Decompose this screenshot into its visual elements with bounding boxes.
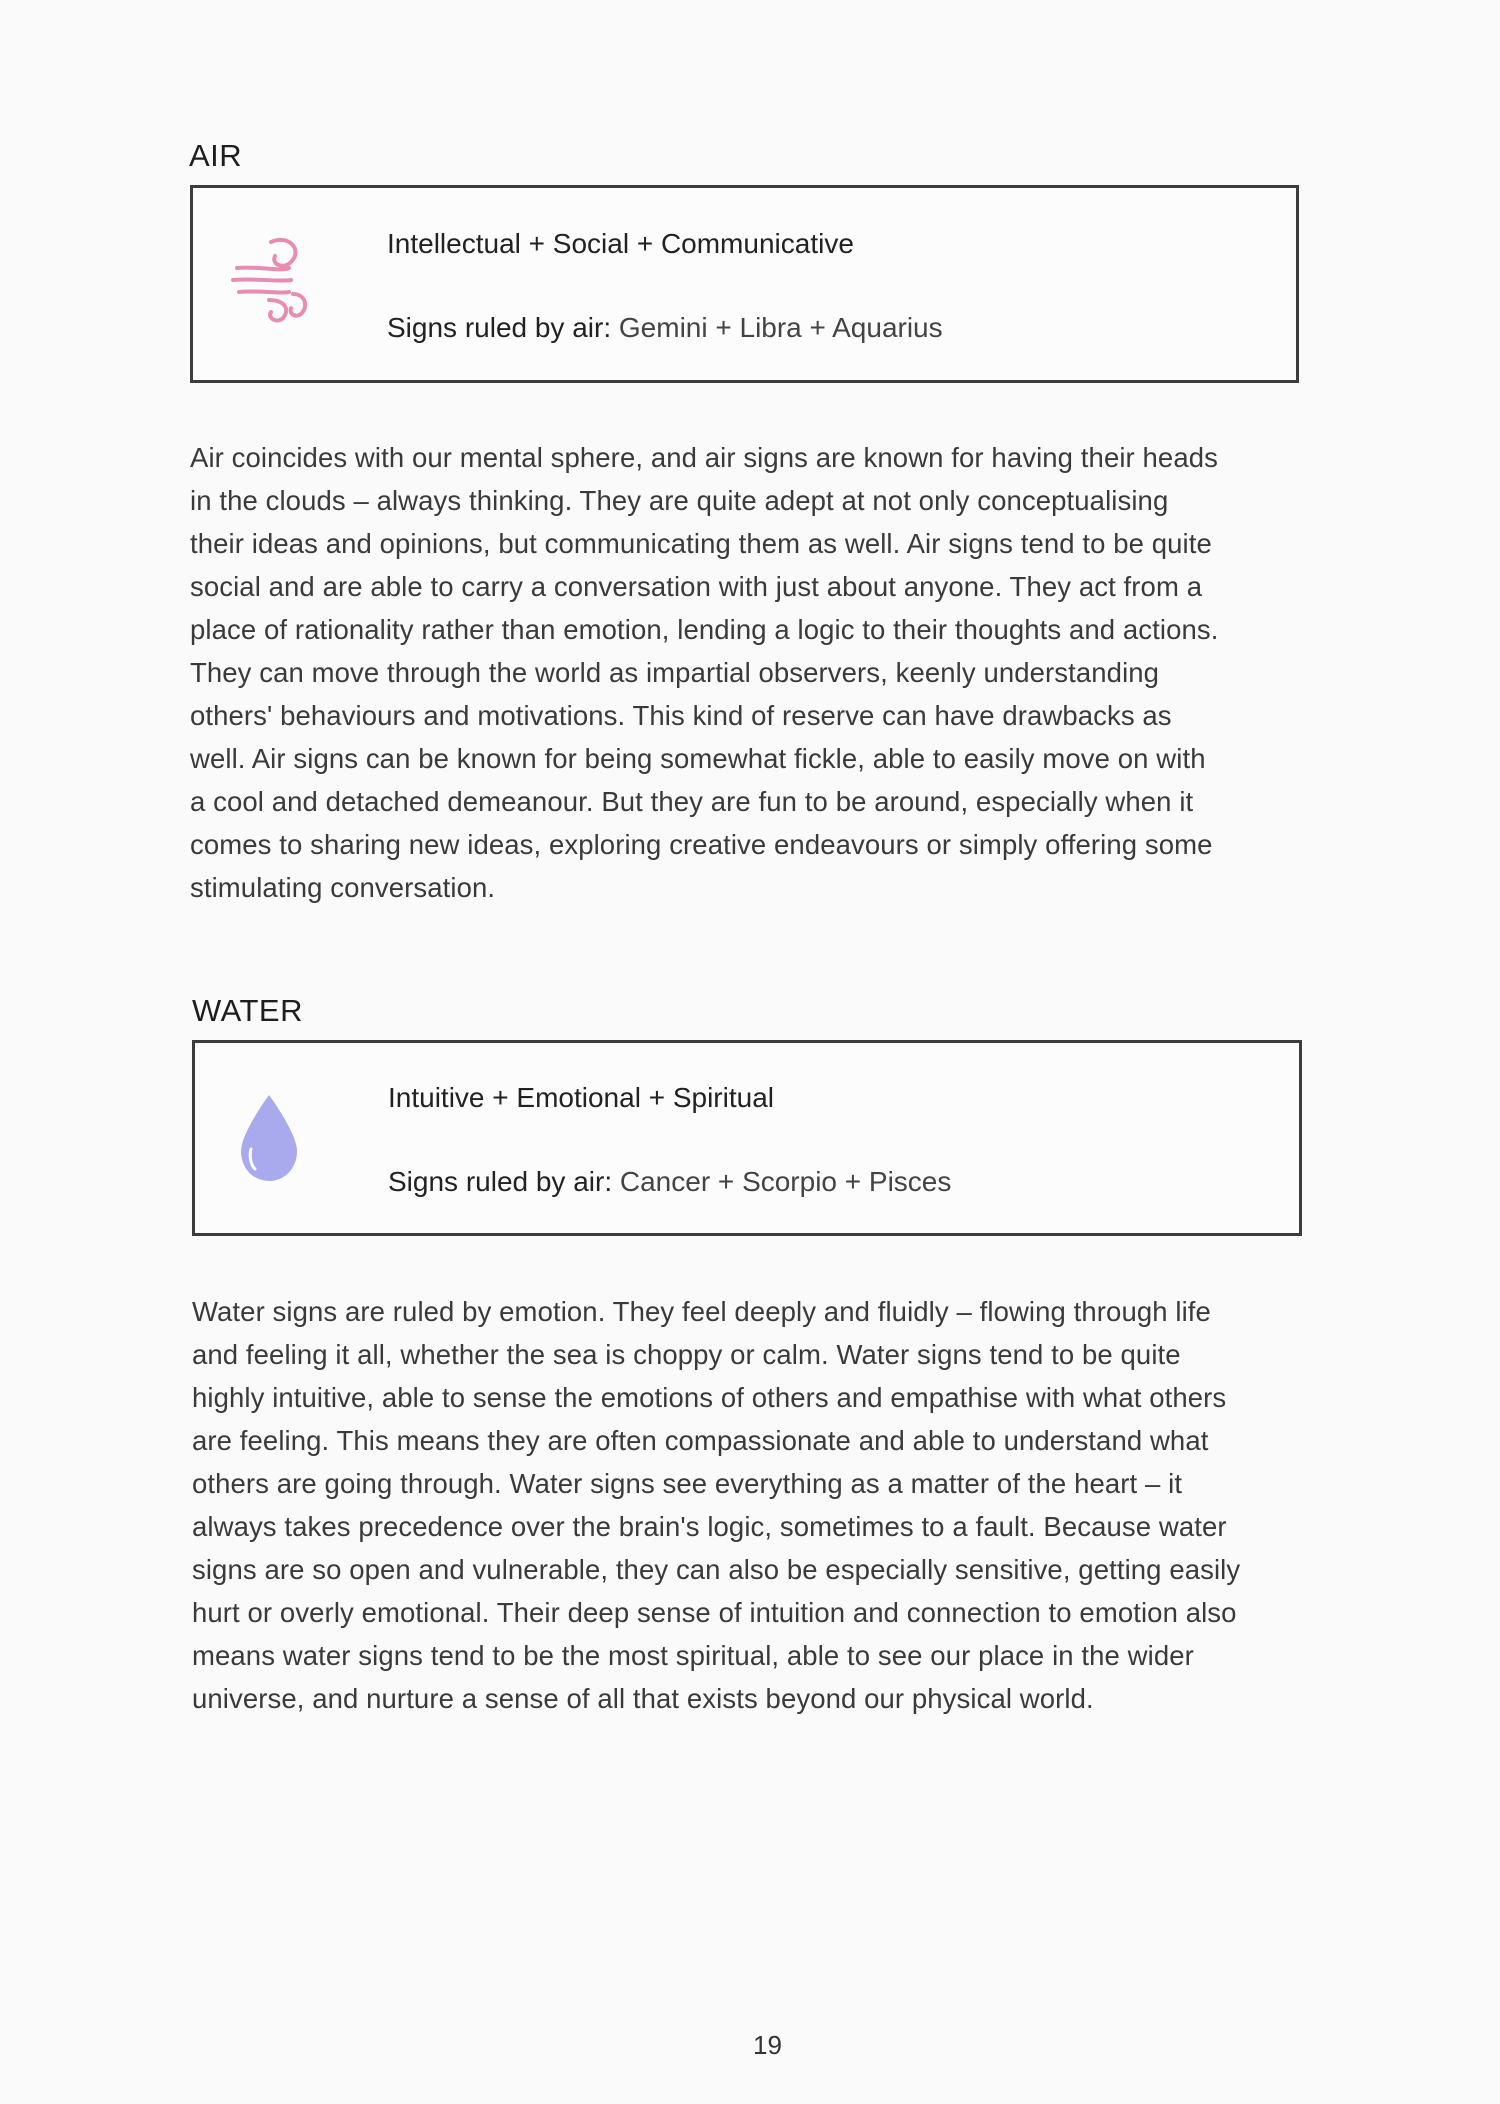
- water-paragraph-line: are feeling. This means they are often compassionate and able to understand what: [192, 1425, 1209, 1456]
- water-paragraph-line: signs are so open and vulnerable, they can also be especially sensitive, getting easily: [192, 1554, 1241, 1585]
- air-paragraph-line: social and are able to carry a conversation with just about anyone. They act from a: [190, 571, 1203, 602]
- water-card: [192, 1040, 1302, 1236]
- water-signs-line: [388, 1166, 951, 1198]
- water-heading: WATER: [192, 993, 303, 1028]
- air-heading: AIR: [189, 138, 243, 173]
- wind-icon: [231, 228, 311, 333]
- air-paragraph-line: others' behaviours and motivations. This kind of reserve can have drawbacks as: [190, 700, 1172, 731]
- air-paragraph-line: well. Air signs can be known for being somewhat fickle, able to easily move on with: [190, 743, 1206, 774]
- air-paragraph-line: place of rationality rather than emotion, lending a logic to their thoughts and actions.: [190, 614, 1219, 645]
- air-paragraph-line: comes to sharing new ideas, exploring creative endeavours or simply offering some: [190, 829, 1213, 860]
- air-paragraph-line: a cool and detached demeanour. But they are fun to be around, especially when it: [190, 786, 1194, 817]
- air-paragraph-line: their ideas and opinions, but communicating them as well. Air signs tend to be quite: [190, 528, 1212, 559]
- air-traits: Intellectual + Social + Communicative: [387, 228, 854, 259]
- air-signs-label: Signs ruled by air:: [387, 312, 612, 343]
- water-paragraph-line: hurt or overly emotional. Their deep sense of intuition and connection to emotion also: [192, 1597, 1237, 1628]
- water-paragraph-line: highly intuitive, able to sense the emotions of others and empathise with what others: [192, 1382, 1227, 1413]
- air-paragraph-line: They can move through the world as impartial observers, keenly understanding: [190, 657, 1160, 688]
- air-card: [190, 185, 1299, 383]
- water-paragraph-line: and feeling it all, whether the sea is choppy or calm. Water signs tend to be quite: [192, 1339, 1181, 1370]
- water-signs-label: Signs ruled by air:: [388, 1166, 613, 1197]
- air-paragraph-line: stimulating conversation.: [190, 872, 496, 903]
- water-paragraph-line: Water signs are ruled by emotion. They feel deeply and fluidly – flowing through life: [192, 1296, 1211, 1327]
- water-paragraph-line: others are going through. Water signs see everything as a matter of the heart – it: [192, 1468, 1183, 1499]
- water-paragraph-line: always takes precedence over the brain's logic, sometimes to a fault. Because water: [192, 1511, 1227, 1542]
- water-drop-icon: [239, 1093, 299, 1188]
- water-paragraph-line: means water signs tend to be the most spiritual, able to see our place in the wider: [192, 1640, 1194, 1671]
- water-signs-value: Cancer + Scorpio + Pisces: [619, 1166, 952, 1197]
- air-paragraph-line: in the clouds – always thinking. They are quite adept at not only conceptualising: [190, 485, 1169, 516]
- water-paragraph-line: universe, and nurture a sense of all that exists beyond our physical world.: [192, 1683, 1094, 1714]
- air-paragraph: [190, 436, 1218, 909]
- water-traits: Intuitive + Emotional + Spiritual: [388, 1082, 774, 1113]
- air-signs-value: Gemini + Libra + Aquarius: [618, 312, 943, 343]
- air-paragraph-line: Air coincides with our mental sphere, and air signs are known for having their heads: [190, 442, 1218, 473]
- water-paragraph: [192, 1290, 1240, 1720]
- page-number: 19: [753, 2030, 782, 2060]
- air-signs-line: [387, 312, 943, 344]
